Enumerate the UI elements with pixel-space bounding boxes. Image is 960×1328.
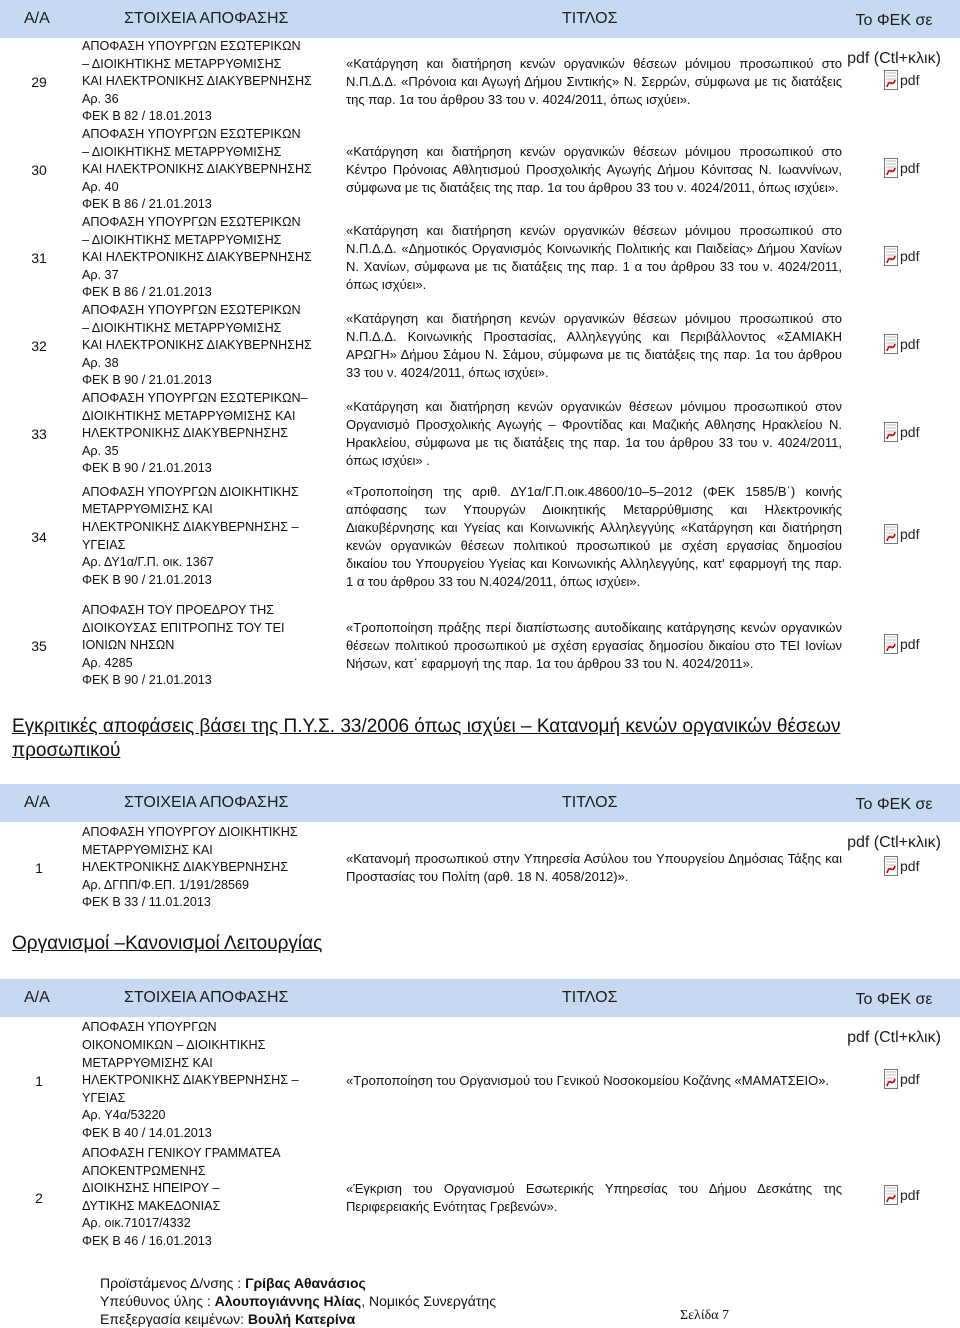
decision-detail-line: ΑΠΟΦΑΣΗ ΥΠΟΥΡΓΩΝ ΕΣΩΤΕΡΙΚΩΝ xyxy=(82,215,301,230)
decision-detail-line: ΦΕΚ Β 90 / 21.01.2013 xyxy=(82,572,212,587)
decision-title: «Τροποποίηση του Οργανισμού του Γενικού Νοσοκομείου Κοζάνης «ΜΑΜΑΤΣΕΙΟ». xyxy=(346,1073,830,1088)
header-titlos: ΤΙΤΛΟΣ xyxy=(562,10,618,27)
decision-title: «Κατάργηση και διατήρηση κενών οργανικών θέσεων μόνιμου προσωπικού στο Ν.Π.Δ.Δ. «Δημοτικός Οργανισμός Κοινωνικής Πολιτικής και Παιδείας» Δήμου Χανίων Ν. Χανίων, σύμφωνα με τις διατάξεις της παρ. 1 α του άρθρου 33 του ν. 4024/2011, όπως ισχύει». xyxy=(346,223,842,292)
decision-title: «Τροποποίηση πράξης περί διαπίστωσης αυτοδίκαιης κατάργησης κενών οργανικών θέσεων πολιτικού προσωπικού με σχέση εργασίας δημοσίου δικαίου στο ΤΕΙ Ιονίων Νήσων, κατ΄ εφαρμογή της παρ. 1α του άρθρου 33 του Ν. 4024/2011». xyxy=(346,620,842,671)
decision-detail-line: ΗΛΕΚΤΡΟΝΙΚΗΣ ΔΙΑΚΥΒΕΡΝΗΣΗΣ – xyxy=(82,519,299,534)
decision-detail-line: Αρ. ΔΓΠΠ/Φ.ΕΠ. 1/191/28569 xyxy=(82,877,249,892)
decision-detail-line: ΑΠΟΦΑΣΗ ΥΠΟΥΡΓΟΥ ΔΙΟΙΚΗΤΙΚΗΣ xyxy=(82,825,298,840)
table-row xyxy=(0,390,960,478)
header-fek: Το ΦΕΚ σε pdf (Ctl+κλικ) xyxy=(847,12,941,67)
table-row xyxy=(0,126,960,214)
page-number: Σελίδα 7 xyxy=(680,1308,730,1323)
decision-detail-line: ΑΠΟΚΕΝΤΡΩΜΕΝΗΣ xyxy=(82,1163,206,1178)
decision-detail-line: ΑΠΟΦΑΣΗ ΥΠΟΥΡΓΩΝ ΕΣΩΤΕΡΙΚΩΝ– xyxy=(82,391,308,406)
pdf-link-icon[interactable] xyxy=(884,1184,920,1206)
organisations-table xyxy=(0,1017,960,1251)
decision-detail-line: ΜΕΤΑΡΡΥΘΜΙΣΗΣ ΚΑΙ xyxy=(82,1055,213,1070)
decision-title: «Κατάργηση και διατήρηση κενών οργανικών θέσεων μόνιμου προσωπικού στον Οργανισμό Προσχολικής Αγωγής – Φροντίδας και Μαζικής Αθλησης Ηρακλείου Ν. Ηρακλείου, σύμφωνα με τις διατάξεις της παρ. 1α του άρθρου 33 του ν. 4024/2011, όπως ισχύει» . xyxy=(346,399,842,468)
header-stoixeia: ΣΤΟΙΧΕΙΑ ΑΠΟΦΑΣΗΣ xyxy=(124,989,289,1006)
fek-pdf-cell xyxy=(844,214,960,302)
pdf-label: pdf xyxy=(900,1187,920,1204)
row-number: 35 xyxy=(31,638,47,654)
allocation-table xyxy=(0,822,960,914)
section-title-organisations: Οργανισμοί –Κανονισμοί Λειτουργίας xyxy=(12,933,323,954)
decision-detail-line: Αρ. 35 xyxy=(82,443,119,458)
decision-detail-line: ΑΠΟΦΑΣΗ ΓΕΝΙΚΟΥ ΓΡΑΜΜΑΤΕΑ xyxy=(82,1146,281,1160)
decision-details xyxy=(78,126,340,214)
decision-title: «Κατάργηση και διατήρηση κενών οργανικών θέσεων μόνιμου προσωπικού στο Ν.Π.Δ.Δ. «Πρόνοια και Αγωγή Δήμου Σιντικής» Ν. Σερρών, σύμφωνα με τις διατάξεις της παρ. 1α του άρθρου 33 του ν. 4024/2011, όπως ισχύει». xyxy=(346,56,842,107)
decision-detail-line: ΦΕΚ Β 90 / 21.01.2013 xyxy=(82,461,212,476)
table-row xyxy=(0,595,960,697)
decision-detail-line: ΦΕΚ Β 90 / 21.01.2013 xyxy=(82,373,212,388)
decision-details xyxy=(78,1017,340,1145)
decision-detail-line: – ΔΙΟΙΚΗΤΙΚΗΣ ΜΕΤΑΡΡΥΘΜΙΣΗΣ xyxy=(82,56,282,71)
section-title-approvals: Εγκριτικές αποφάσεις βάσει της Π.Υ.Σ. 33/2006 όπως ισχύει – Κατανομή κενών οργανικών θέσεων προσωπικού xyxy=(12,716,841,761)
pdf-label: pdf xyxy=(900,1070,920,1087)
decision-detail-line: Αρ. ΔΥ1α/Γ.Π. οικ. 1367 xyxy=(82,555,214,570)
row-number: 1 xyxy=(35,1073,43,1089)
table-row xyxy=(0,214,960,302)
pdf-link-icon[interactable] xyxy=(884,1068,920,1090)
decision-detail-line: ΑΠΟΦΑΣΗ ΤΟΥ ΠΡΟΕΔΡΟΥ ΤΗΣ xyxy=(82,603,274,618)
decision-detail-line: Αρ. Υ4α/53220 xyxy=(82,1108,166,1123)
fek-pdf-cell xyxy=(844,390,960,478)
pdf-label: pdf xyxy=(900,857,920,874)
decision-detail-line: ΦΕΚ Β 82 / 18.01.2013 xyxy=(82,109,212,124)
fek-pdf-cell xyxy=(844,1145,960,1251)
pdf-label: pdf xyxy=(900,635,920,652)
pdf-link-icon[interactable] xyxy=(884,69,920,91)
row-number: 31 xyxy=(31,250,47,266)
footer-line-director: Προϊστάμενος Δ/νσης : Γρίβας Αθανάσιος xyxy=(100,1275,366,1291)
decision-detail-line: ΚΑΙ ΗΛΕΚΤΡΟΝΙΚΗΣ ΔΙΑΚΥΒΕΡΝΗΣΗΣ xyxy=(82,162,312,177)
decision-detail-line: ΑΠΟΦΑΣΗ ΥΠΟΥΡΓΩΝ ΕΣΩΤΕΡΙΚΩΝ xyxy=(82,39,301,54)
pdf-label: pdf xyxy=(900,526,920,542)
decision-detail-line: ΜΕΤΑΡΡΥΘΜΙΣΗΣ ΚΑΙ xyxy=(82,502,213,517)
decision-detail-line: ΦΕΚ Β 86 / 21.01.2013 xyxy=(82,285,212,300)
table-row xyxy=(0,302,960,390)
pdf-link-icon[interactable] xyxy=(884,157,920,179)
decisions-table xyxy=(0,38,960,697)
header-aa: Α/Α xyxy=(24,10,50,27)
decision-detail-line: ΔΙΟΙΚΗΤΙΚΗΣ ΜΕΤΑΡΡΥΘΜΙΣΗΣ ΚΑΙ xyxy=(82,408,296,423)
decision-detail-line: ΦΕΚ Β 33 / 11.01.2013 xyxy=(82,895,211,910)
footer-line-responsible: Υπεύθυνος ύλης : Αλουπογιάννης Ηλίας, Νομικός Συνεργάτης xyxy=(100,1293,496,1309)
decision-detail-line: ΑΠΟΦΑΣΗ ΥΠΟΥΡΓΩΝ xyxy=(82,1020,217,1035)
row-number: 2 xyxy=(35,1189,43,1206)
decision-title: «Κατάργηση και διατήρηση κενών οργανικών θέσεων μόνιμου προσωπικού στο Ν.Π.Δ.Δ. Κοινωνικής Προστασίας, Αλληλεγγύης και Περιβάλλοντος «ΣΑΜΙΑΚΗ ΑΡΩΓΗ» Δήμου Σάμου Ν. Σάμου, σύμφωνα με τις διατάξεις της παρ. 1α του άρθρου 33 του ν. 4024/2011, όπως ισχύει». xyxy=(346,311,842,380)
table-row xyxy=(0,822,960,914)
pdf-link-icon[interactable] xyxy=(884,333,920,355)
decision-detail-line: ΜΕΤΑΡΡΥΘΜΙΣΗΣ ΚΑΙ xyxy=(82,842,213,857)
header-titlos: ΤΙΤΛΟΣ xyxy=(562,794,618,811)
decision-detail-line: ΦΕΚ Β 86 / 21.01.2013 xyxy=(82,197,212,212)
pdf-label: pdf xyxy=(900,71,920,88)
pdf-label: pdf xyxy=(900,247,920,264)
table-row xyxy=(0,1017,960,1145)
header-titlos: ΤΙΤΛΟΣ xyxy=(562,989,618,1006)
decision-details xyxy=(78,1145,340,1251)
decision-detail-line: ΔΥΤΙΚΗΣ ΜΑΚΕΔΟΝΙΑΣ xyxy=(82,1198,221,1213)
decision-detail-line: ΦΕΚ Β 90 / 21.01.2013 xyxy=(82,673,212,688)
decision-detail-line: Αρ. 37 xyxy=(82,267,119,282)
header-stoixeia: ΣΤΟΙΧΕΙΑ ΑΠΟΦΑΣΗΣ xyxy=(124,10,289,27)
header-aa: Α/Α xyxy=(24,989,50,1006)
row-number: 29 xyxy=(31,74,47,90)
decision-detail-line: – ΔΙΟΙΚΗΤΙΚΗΣ ΜΕΤΑΡΡΥΘΜΙΣΗΣ xyxy=(82,232,282,247)
decision-detail-line: ΚΑΙ ΗΛΕΚΤΡΟΝΙΚΗΣ ΔΙΑΚΥΒΕΡΝΗΣΗΣ xyxy=(82,338,312,353)
fek-pdf-cell xyxy=(844,302,960,390)
pdf-label: pdf xyxy=(900,423,920,440)
decision-title: «Κατάργηση και διατήρηση κενών οργανικών θέσεων μόνιμου προσωπικού στο Κέντρο Πρόνοιας Αθλητισμού Προσχολικής Αγωγής Δήμου Κόνιτσας Ν. Ιωαννίνων, σύμφωνα με τις διατάξεις της παρ. 1α του άρθρου 33 του ν. 4024/2011, όπως ισχύει». xyxy=(346,144,842,195)
fek-pdf-cell xyxy=(844,822,960,914)
decision-details xyxy=(78,822,340,914)
decision-detail-line: ΚΑΙ ΗΛΕΚΤΡΟΝΙΚΗΣ ΔΙΑΚΥΒΕΡΝΗΣΗΣ xyxy=(82,250,312,265)
footer xyxy=(100,1274,496,1328)
table-row xyxy=(0,478,960,595)
decision-detail-line: ΟΙΚΟΝΟΜΙΚΩΝ – ΔΙΟΙΚΗΤΙΚΗΣ xyxy=(82,1038,266,1053)
decision-details xyxy=(78,38,340,126)
decision-detail-line: ΙΟΝΙΩΝ ΝΗΣΩΝ xyxy=(82,638,175,653)
decision-detail-line: ΗΛΕΚΤΡΟΝΙΚΗΣ ΔΙΑΚΥΒΕΡΝΗΣΗΣ – xyxy=(82,1073,299,1088)
decision-detail-line: Αρ. 4285 xyxy=(82,655,133,670)
pdf-link-icon[interactable] xyxy=(884,523,920,545)
decision-details xyxy=(78,595,340,697)
decision-detail-line: – ΔΙΟΙΚΗΤΙΚΗΣ ΜΕΤΑΡΡΥΘΜΙΣΗΣ xyxy=(82,320,282,335)
decision-detail-line: Αρ. οικ.71017/4332 xyxy=(82,1216,191,1231)
fek-pdf-cell xyxy=(844,595,960,697)
decision-title: «Τροποποίηση της αριθ. ΔΥ1α/Γ.Π.οικ.48600/10–5–2012 (ΦΕΚ 1585/Β΄) κοινής απόφασης των Υπουργών Διοικητικής Μεταρρύθμισης και Ηλεκτρονικής Διακυβέρνησης και Υγείας και Κοινωνικής Αλληλεγγύης «Κατάργηση και διατήρηση κενών οργανικών θέσεων πολιτικού προσωπικού με σχέση εργασίας δημοσίου δικαίου του Υπουργείου Υγείας και Κοινωνικής Αλληλεγγύης, κατ' εφαρμογή της παρ. 1 α του άρθρου 33 του Ν.4024/2011, όπως ισχύει». xyxy=(346,483,842,589)
fek-pdf-cell xyxy=(844,126,960,214)
row-number: 30 xyxy=(31,162,47,178)
header-fek: Το ΦΕΚ σε pdf (Ctl+κλικ) xyxy=(847,991,941,1046)
decision-detail-line: ΗΛΕΚΤΡΟΝΙΚΗΣ ΔΙΑΚΥΒΕΡΝΗΣΗΣ xyxy=(82,860,289,875)
decision-details xyxy=(78,478,340,595)
decision-detail-line: ΔΙΟΙΚΗΣΗΣ ΗΠΕΙΡΟΥ – xyxy=(82,1181,220,1196)
pdf-label: pdf xyxy=(900,335,920,352)
row-number: 1 xyxy=(35,860,43,876)
pdf-link-icon[interactable] xyxy=(884,633,920,655)
decision-detail-line: Αρ. 36 xyxy=(82,91,119,106)
decision-detail-line: ΑΠΟΦΑΣΗ ΥΠΟΥΡΓΩΝ ΔΙΟΙΚΗΤΙΚΗΣ xyxy=(82,484,299,499)
header-aa: Α/Α xyxy=(24,794,50,811)
decision-details xyxy=(78,390,340,478)
decision-detail-line: Αρ. 40 xyxy=(82,179,119,194)
decision-details xyxy=(78,214,340,302)
decision-detail-line: ΑΠΟΦΑΣΗ ΥΠΟΥΡΓΩΝ ΕΣΩΤΕΡΙΚΩΝ xyxy=(82,127,301,142)
decision-detail-line: ΥΓΕΙΑΣ xyxy=(82,1090,126,1105)
row-number: 32 xyxy=(31,338,47,354)
decision-detail-line: ΥΓΕΙΑΣ xyxy=(82,537,126,552)
decision-detail-line: – ΔΙΟΙΚΗΤΙΚΗΣ ΜΕΤΑΡΡΥΘΜΙΣΗΣ xyxy=(82,144,282,159)
decision-details xyxy=(78,302,340,390)
row-number: 34 xyxy=(31,528,47,545)
decision-detail-line: ΦΕΚ Β 46 / 16.01.2013 xyxy=(82,1233,212,1248)
fek-pdf-cell xyxy=(844,38,960,126)
fek-pdf-cell xyxy=(844,478,960,595)
decision-detail-line: ΚΑΙ ΗΛΕΚΤΡΟΝΙΚΗΣ ΔΙΑΚΥΒΕΡΝΗΣΗΣ xyxy=(82,74,312,89)
row-number: 33 xyxy=(31,426,47,442)
pdf-link-icon[interactable] xyxy=(884,245,920,267)
decision-title: «Έγκριση του Οργανισμού Εσωτερικής Υπηρεσίας του Δήμου Δεσκάτης της Περιφερειακής Ενότητας Γρεβενών». xyxy=(346,1180,842,1214)
header-stoixeia: ΣΤΟΙΧΕΙΑ ΑΠΟΦΑΣΗΣ xyxy=(124,794,289,811)
decision-detail-line: Αρ. 38 xyxy=(82,355,119,370)
footer-line-editing: Επεξεργασία κειμένων: Βουλή Κατερίνα xyxy=(100,1311,356,1327)
decision-title: «Κατανομή προσωπικού στην Υπηρεσία Ασύλου του Υπουργείου Δημόσιας Τάξης και Προστασίας του Πολίτη (αρθ. 18 Ν. 4058/2012)». xyxy=(346,851,842,884)
table-row xyxy=(0,38,960,126)
pdf-label: pdf xyxy=(900,159,920,176)
header-fek: Το ΦΕΚ σε pdf (Ctl+κλικ) xyxy=(847,796,941,851)
decision-detail-line: ΦΕΚ Β 40 / 14.01.2013 xyxy=(82,1125,212,1140)
table-row xyxy=(0,1145,960,1251)
fek-pdf-cell xyxy=(844,1017,960,1145)
decision-detail-line: ΑΠΟΦΑΣΗ ΥΠΟΥΡΓΩΝ ΕΣΩΤΕΡΙΚΩΝ xyxy=(82,303,301,318)
decision-detail-line: ΔΙΟΙΚΟΥΣΑΣ ΕΠΙΤΡΟΠΗΣ ΤΟΥ ΤΕΙ xyxy=(82,620,285,635)
decision-detail-line: ΗΛΕΚΤΡΟΝΙΚΗΣ ΔΙΑΚΥΒΕΡΝΗΣΗΣ xyxy=(82,426,289,441)
pdf-link-icon[interactable] xyxy=(884,421,920,443)
pdf-link-icon[interactable] xyxy=(884,855,920,877)
